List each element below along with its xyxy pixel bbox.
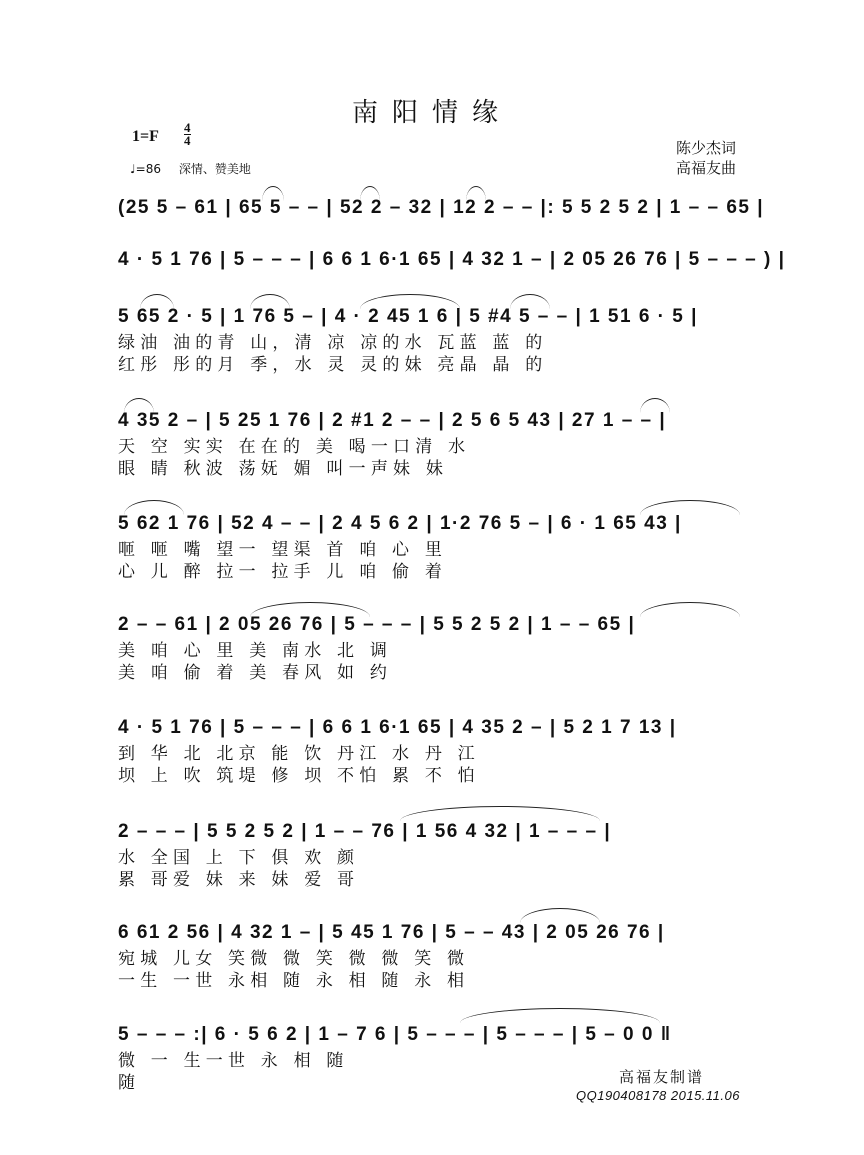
- key-signature: 1=F: [132, 128, 159, 145]
- lyrics-verse-1: 绿油 油的青 山，清 凉 凉的水 瓦蓝 蓝 的: [118, 333, 548, 353]
- system-9: [118, 918, 750, 992]
- lyrics-verse-2: 一生 一世 永相 随 永 相 随 永 相: [118, 971, 470, 991]
- lyrics-verse-2: 随: [118, 1073, 141, 1093]
- slur-mark: [250, 602, 370, 617]
- time-signature-bottom: 4: [184, 133, 191, 148]
- system-2: [118, 245, 786, 275]
- notation-line: 5 62 1 76 | 52 4 – – | 2 4 5 6 2 | 1·2 76 5 – | 6 · 1 65 43 |: [118, 513, 682, 534]
- system-3: [118, 302, 750, 376]
- slur-mark: [250, 294, 290, 309]
- expression-marking: 深情、赞美地: [178, 162, 251, 176]
- lyrics-verse-1: 宛城 儿女 笑微 微 笑 微 微 笑 微: [118, 949, 470, 969]
- slur-mark: [466, 186, 486, 201]
- lyrics-verse-1: 美 咱 心 里 美 南水 北 调: [118, 641, 393, 661]
- slur-mark: [640, 602, 740, 617]
- slur-mark: [640, 500, 740, 515]
- slur-mark: [640, 398, 670, 413]
- lyrics-verse-2: 心 儿 醉 拉一 拉手 儿 咱 偷 着: [118, 562, 448, 582]
- slur-mark: [460, 1008, 660, 1023]
- slur-mark: [262, 186, 284, 201]
- lyrics-verse-1: 水 全国 上 下 俱 欢 颜: [118, 848, 360, 868]
- lyricist: 陈少杰词: [675, 139, 736, 157]
- lyrics-verse-1: 天 空 实实 在在的 美 喝一口清 水: [118, 437, 471, 457]
- lyrics-verse-2: 累 哥爱 妹 来 妹 爱 哥: [118, 870, 360, 890]
- system-1: [118, 193, 765, 223]
- tempo-marking: [130, 160, 251, 177]
- arranger-credit: 高福友制谱: [618, 1068, 704, 1086]
- system-4: [118, 406, 750, 480]
- notation-line: 4 · 5 1 76 | 5 – – – | 6 6 1 6·1 65 | 4 35 2 – | 5 2 1 7 13 |: [118, 717, 677, 738]
- lyrics-verse-2: 美 咱 偷 着 美 春风 如 约: [118, 663, 393, 683]
- lyrics-verse-2: 眼 睛 秋波 荡妩 媚 叫一声妹 妹: [118, 459, 449, 479]
- notation-line: 4 · 5 1 76 | 5 – – – | 6 6 1 6·1 65 | 4 32 1 – | 2 05 26 76 | 5 – – – ) |: [118, 249, 786, 270]
- slur-mark: [140, 294, 174, 309]
- tempo-value: ♩=86: [130, 162, 161, 176]
- notation-line: 5 65 2 · 5 | 1 76 5 – | 4 · 2 45 1 6 | 5 #4 5 – – | 1 51 6 · 5 |: [118, 306, 698, 327]
- slur-mark: [520, 908, 600, 923]
- lyrics-verse-2: 红彤 彤的月 季，水 灵 灵的妹 亮晶 晶 的: [118, 355, 548, 375]
- notation-line: 4 35 2 – | 5 25 1 76 | 2 #1 2 – – | 2 5 6 5 43 | 27 1 – – |: [118, 410, 667, 431]
- slur-mark: [360, 186, 380, 201]
- contact-date: QQ190408178 2015.11.06: [575, 1088, 740, 1103]
- notation-line: 2 – – 61 | 2 05 26 76 | 5 – – – | 5 5 2 5 2 | 1 – – 65 |: [118, 614, 636, 635]
- notation-line: 6 61 2 56 | 4 32 1 – | 5 45 1 76 | 5 – – 43 | 2 05 26 76 |: [118, 922, 665, 943]
- system-8: [118, 817, 750, 891]
- time-signature: [184, 122, 191, 147]
- slur-mark: [124, 500, 184, 515]
- notation-line: (25 5 – 61 | 65 5 – – | 52 2 – 32 | 12 2 – – |: 5 5 2 5 2 | 1 – – 65 |: [118, 197, 765, 218]
- lyrics-verse-1: 到 华 北 北京 能 饮 丹江 水 丹 江: [118, 744, 480, 764]
- slur-mark: [124, 398, 154, 413]
- lyrics-verse-2: 坝 上 吹 筑堤 修 坝 不怕 累 不 怕: [118, 766, 480, 786]
- slur-mark: [360, 294, 460, 309]
- composer: 高福友曲: [675, 159, 736, 177]
- time-signature-top: 4: [184, 120, 191, 135]
- system-6: [118, 610, 750, 684]
- system-7: [118, 713, 750, 787]
- system-5: [118, 509, 750, 583]
- slur-mark: [400, 806, 600, 821]
- lyrics-verse-1: 咂 咂 嘴 望一 望渠 首 咱 心 里: [118, 540, 448, 560]
- lyrics-verse-1: 微 一 生一世 永 相 随: [118, 1051, 349, 1071]
- song-title: 南阳情缘: [351, 98, 512, 128]
- notation-line: 2 – – – | 5 5 2 5 2 | 1 – – 76 | 1 56 4 32 | 1 – – – |: [118, 821, 612, 842]
- slur-mark: [510, 294, 550, 309]
- notation-line: 5 – – – :| 6 · 5 6 2 | 1 – 7 6 | 5 – – – | 5 – – – | 5 – 0 0 ‖: [118, 1024, 672, 1045]
